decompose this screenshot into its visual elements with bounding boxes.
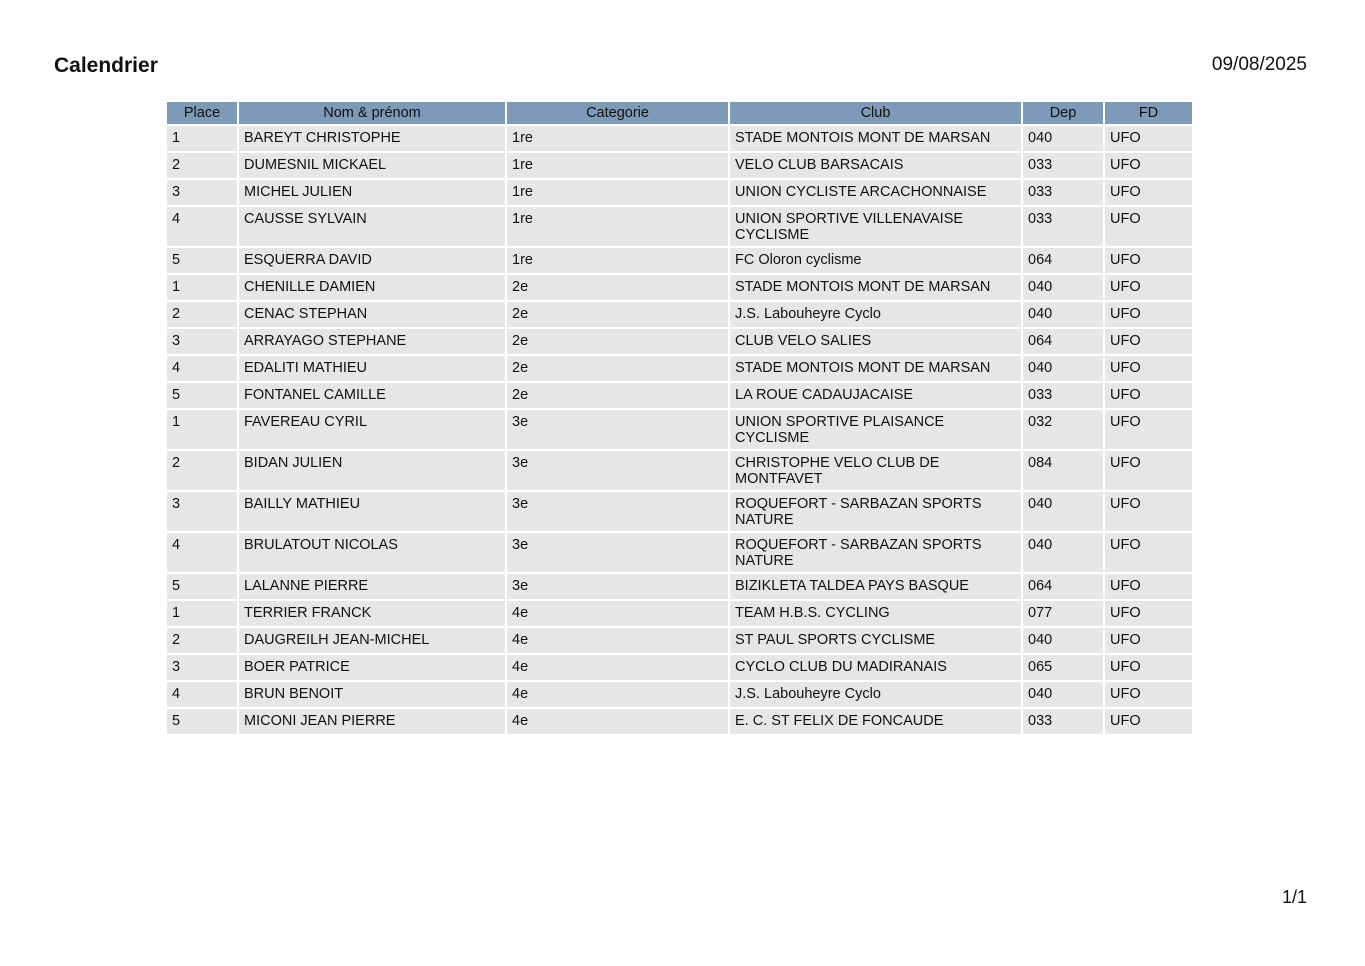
cell-club: CHRISTOPHE VELO CLUB DE MONTFAVET [730,451,1021,490]
cell-club: J.S. Labouheyre Cyclo [730,302,1021,327]
cell-club: E. C. ST FELIX DE FONCAUDE [730,709,1021,734]
cell-dep: 033 [1023,207,1103,246]
table-row [167,492,1192,531]
column-header-fd: FD [1105,102,1192,124]
cell-club: UNION SPORTIVE VILLENAVAISE CYCLISME [730,207,1021,246]
cell-place: 5 [167,709,237,734]
table-row [167,180,1192,205]
cell-name: CHENILLE DAMIEN [239,275,505,300]
table-row [167,410,1192,449]
cell-place: 4 [167,356,237,381]
cell-name: DAUGREILH JEAN-MICHEL [239,628,505,653]
cell-fd: UFO [1105,492,1192,531]
cell-place: 2 [167,153,237,178]
cell-fd: UFO [1105,153,1192,178]
cell-club: ROQUEFORT - SARBAZAN SPORTS NATURE [730,533,1021,572]
cell-category: 1re [507,248,728,273]
cell-club: CLUB VELO SALIES [730,329,1021,354]
cell-name: BAREYT CHRISTOPHE [239,126,505,151]
table-row [167,574,1192,599]
cell-fd: UFO [1105,682,1192,707]
cell-club: FC Oloron cyclisme [730,248,1021,273]
cell-fd: UFO [1105,329,1192,354]
cell-category: 4e [507,682,728,707]
cell-fd: UFO [1105,628,1192,653]
cell-name: BAILLY MATHIEU [239,492,505,531]
cell-club: STADE MONTOIS MONT DE MARSAN [730,126,1021,151]
cell-fd: UFO [1105,383,1192,408]
cell-fd: UFO [1105,655,1192,680]
cell-dep: 040 [1023,275,1103,300]
cell-dep: 064 [1023,329,1103,354]
cell-place: 2 [167,302,237,327]
cell-place: 4 [167,682,237,707]
cell-dep: 040 [1023,126,1103,151]
table-row [167,709,1192,734]
table-row [167,302,1192,327]
cell-place: 1 [167,601,237,626]
cell-club: TEAM H.B.S. CYCLING [730,601,1021,626]
cell-category: 1re [507,180,728,205]
cell-club: STADE MONTOIS MONT DE MARSAN [730,356,1021,381]
column-header-club: Club [730,102,1021,124]
cell-fd: UFO [1105,410,1192,449]
cell-place: 4 [167,533,237,572]
table-row [167,601,1192,626]
cell-fd: UFO [1105,533,1192,572]
cell-dep: 033 [1023,709,1103,734]
cell-place: 1 [167,126,237,151]
cell-category: 2e [507,302,728,327]
report-date: 09/08/2025 [1211,54,1307,75]
cell-category: 2e [507,329,728,354]
results-table [165,100,1194,736]
cell-fd: UFO [1105,356,1192,381]
cell-category: 2e [507,383,728,408]
cell-category: 3e [507,451,728,490]
cell-name: MICONI JEAN PIERRE [239,709,505,734]
table-row [167,383,1192,408]
cell-place: 5 [167,248,237,273]
cell-place: 1 [167,275,237,300]
table-row [167,451,1192,490]
cell-club: ROQUEFORT - SARBAZAN SPORTS NATURE [730,492,1021,531]
cell-dep: 064 [1023,574,1103,599]
cell-category: 4e [507,655,728,680]
cell-category: 3e [507,492,728,531]
cell-dep: 065 [1023,655,1103,680]
cell-category: 1re [507,153,728,178]
cell-dep: 084 [1023,451,1103,490]
cell-dep: 040 [1023,356,1103,381]
cell-category: 3e [507,533,728,572]
cell-place: 3 [167,329,237,354]
cell-place: 4 [167,207,237,246]
cell-name: BOER PATRICE [239,655,505,680]
cell-fd: UFO [1105,248,1192,273]
table-header-row [167,102,1192,124]
cell-dep: 040 [1023,492,1103,531]
cell-fd: UFO [1105,126,1192,151]
cell-category: 3e [507,574,728,599]
cell-name: BRULATOUT NICOLAS [239,533,505,572]
cell-place: 3 [167,180,237,205]
cell-category: 4e [507,628,728,653]
cell-club: LA ROUE CADAUJACAISE [730,383,1021,408]
cell-place: 2 [167,628,237,653]
table-row [167,153,1192,178]
cell-dep: 033 [1023,383,1103,408]
cell-club: J.S. Labouheyre Cyclo [730,682,1021,707]
cell-name: CENAC STEPHAN [239,302,505,327]
column-header-place: Place [167,102,237,124]
cell-place: 1 [167,410,237,449]
cell-name: CAUSSE SYLVAIN [239,207,505,246]
table-row [167,329,1192,354]
cell-dep: 033 [1023,180,1103,205]
cell-club: ST PAUL SPORTS CYCLISME [730,628,1021,653]
cell-category: 3e [507,410,728,449]
table-row [167,275,1192,300]
table-row [167,248,1192,273]
cell-category: 2e [507,356,728,381]
table-row [167,655,1192,680]
cell-club: BIZIKLETA TALDEA PAYS BASQUE [730,574,1021,599]
results-table-body [167,126,1192,734]
table-row [167,356,1192,381]
cell-dep: 040 [1023,628,1103,653]
column-header-category: Categorie [507,102,728,124]
cell-place: 3 [167,492,237,531]
cell-name: ARRAYAGO STEPHANE [239,329,505,354]
cell-name: FONTANEL CAMILLE [239,383,505,408]
cell-club: UNION CYCLISTE ARCACHONNAISE [730,180,1021,205]
cell-fd: UFO [1105,275,1192,300]
cell-dep: 040 [1023,302,1103,327]
cell-place: 3 [167,655,237,680]
table-row [167,682,1192,707]
page-number: 1/1 [1281,887,1307,907]
cell-dep: 040 [1023,533,1103,572]
table-row [167,533,1192,572]
cell-fd: UFO [1105,601,1192,626]
cell-category: 1re [507,126,728,151]
cell-dep: 040 [1023,682,1103,707]
cell-name: FAVEREAU CYRIL [239,410,505,449]
cell-fd: UFO [1105,180,1192,205]
cell-place: 5 [167,383,237,408]
table-row [167,207,1192,246]
cell-place: 5 [167,574,237,599]
cell-name: EDALITI MATHIEU [239,356,505,381]
cell-name: BRUN BENOIT [239,682,505,707]
cell-name: ESQUERRA DAVID [239,248,505,273]
column-header-name: Nom & prénom [239,102,505,124]
column-header-dep: Dep [1023,102,1103,124]
page-title: Calendrier [54,54,158,77]
cell-place: 2 [167,451,237,490]
cell-category: 2e [507,275,728,300]
cell-dep: 033 [1023,153,1103,178]
cell-category: 4e [507,709,728,734]
cell-name: MICHEL JULIEN [239,180,505,205]
cell-dep: 064 [1023,248,1103,273]
cell-category: 4e [507,601,728,626]
cell-club: STADE MONTOIS MONT DE MARSAN [730,275,1021,300]
cell-fd: UFO [1105,574,1192,599]
cell-club: UNION SPORTIVE PLAISANCE CYCLISME [730,410,1021,449]
cell-name: DUMESNIL MICKAEL [239,153,505,178]
cell-dep: 032 [1023,410,1103,449]
cell-fd: UFO [1105,207,1192,246]
cell-category: 1re [507,207,728,246]
cell-fd: UFO [1105,451,1192,490]
cell-name: TERRIER FRANCK [239,601,505,626]
cell-name: BIDAN JULIEN [239,451,505,490]
cell-fd: UFO [1105,709,1192,734]
table-row [167,628,1192,653]
cell-dep: 077 [1023,601,1103,626]
cell-club: CYCLO CLUB DU MADIRANAIS [730,655,1021,680]
cell-club: VELO CLUB BARSACAIS [730,153,1021,178]
cell-fd: UFO [1105,302,1192,327]
table-row [167,126,1192,151]
cell-name: LALANNE PIERRE [239,574,505,599]
